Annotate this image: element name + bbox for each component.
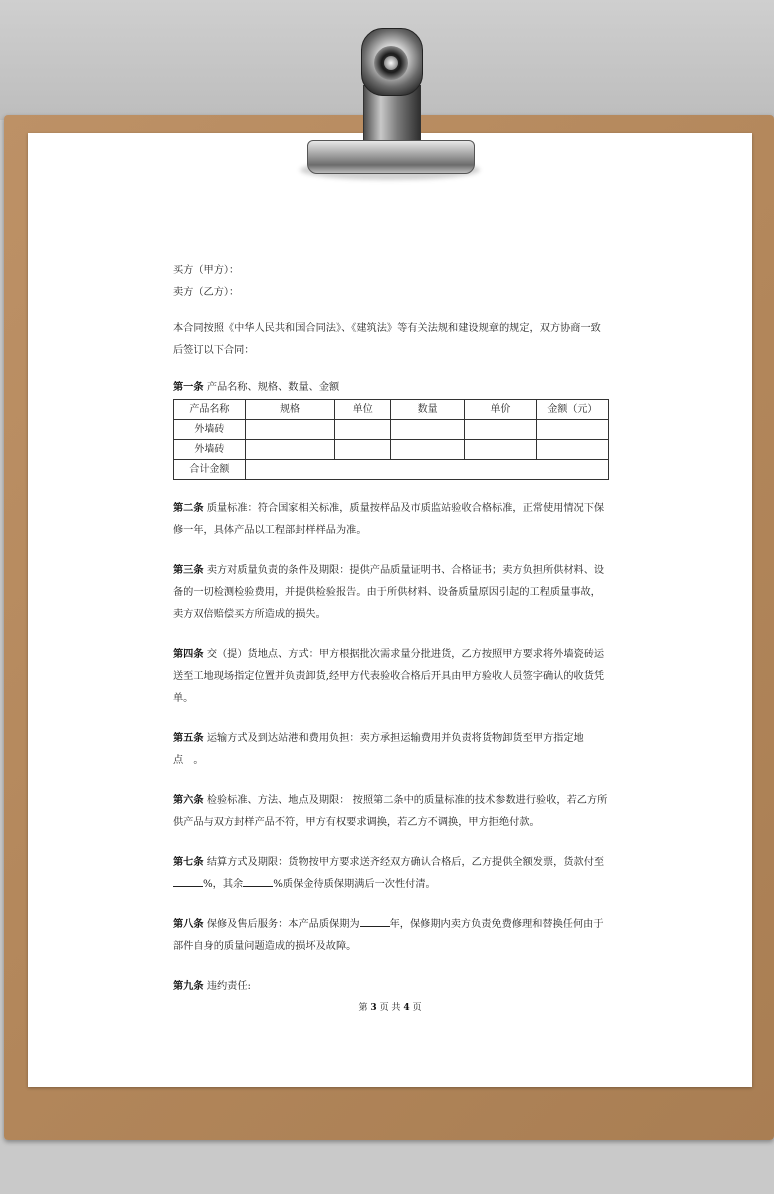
article-4: 第四条 交（提）货地点、方式：甲方根据批次需求量分批进货，乙方按照甲方要求将外墙瓷砖运送至工地现场指定位置并负责卸货,经甲方代表验收合格后开具由甲方验收人员签字确认的收货凭单。 [173,648,605,704]
page-footer: 第 3 页 共 4 页 [358,1003,422,1013]
article-9: 第九条 违约责任: [173,980,251,992]
page-number: 3 [370,1003,377,1013]
table-row [174,440,609,460]
table-row [174,420,609,440]
article-7: 第七条 结算方式及期限：货物按甲方要求送齐经双方确认合格后，乙方提供全额发票，货款付至%，其余 %质保金待质保期满后一次性付清。 [173,856,605,890]
page-total: 4 [403,1003,410,1013]
header-cell: 产品名称 [174,400,246,420]
article-8: 第八条 保修及售后服务：本产品质保期为 年，保修期内卖方负责免费修理和替换任何由于部件自身的质量问题造成的损坏及故障。 [173,918,604,952]
blank-field [360,916,390,927]
intro-paragraph: 本合同按照《中华人民共和国合同法》、《建筑法》等有关法规和建设规章的规定，双方协商一致后签订以下合同： [173,323,601,356]
seller-line: 卖方（乙方）： [173,287,240,298]
goods-table [173,399,609,480]
header-cell: 规格 [245,400,334,420]
header-cell: 单价 [465,400,537,420]
table-header-row [174,400,609,420]
table-total-row [174,460,609,480]
buyer-line: 买方（甲方）： [173,265,240,276]
header-cell: 单位 [335,400,391,420]
clip-bar [307,140,475,174]
blank-field [173,876,203,887]
total-label: 合计金额 [174,460,246,480]
article-5: 第五条 运输方式及到达站港和费用负担：卖方承担运输费用并负责将货物卸货至甲方指定地点 。 [173,732,584,766]
product-cell: 外墙砖 [174,440,246,460]
header-cell: 金额（元） [536,400,608,420]
blank-field [243,876,273,887]
article-6: 第六条 检验标准、方法、地点及期限： 按照第二条中的质量标准的技术参数进行验收，若乙方所供产品与双方封样产品不符，甲方有权要求调换，若乙方不调换，甲方拒绝付款。 [173,794,608,828]
clip-rivet [384,56,398,70]
header-cell: 数量 [391,400,465,420]
contract-body [173,260,609,998]
article-1: 第一条 产品名称、规格、数量、金额 [173,381,340,393]
article-3: 第三条 卖方对质量负责的条件及期限：提供产品质量证明书、合格证书；卖方负担所供材料、设备的一切检测检验费用，并提供检验报告。由于所供材料、设备质量原因引起的工程质量事故，卖方双倍赔偿买方所造成的损失。 [173,564,605,620]
article-2: 第二条 质量标准：符合国家相关标准，质量按样品及市质监站验收合格标准，正常使用情况下保修一年，具体产品以工程部封样样品为准。 [173,502,605,536]
product-cell: 外墙砖 [174,420,246,440]
